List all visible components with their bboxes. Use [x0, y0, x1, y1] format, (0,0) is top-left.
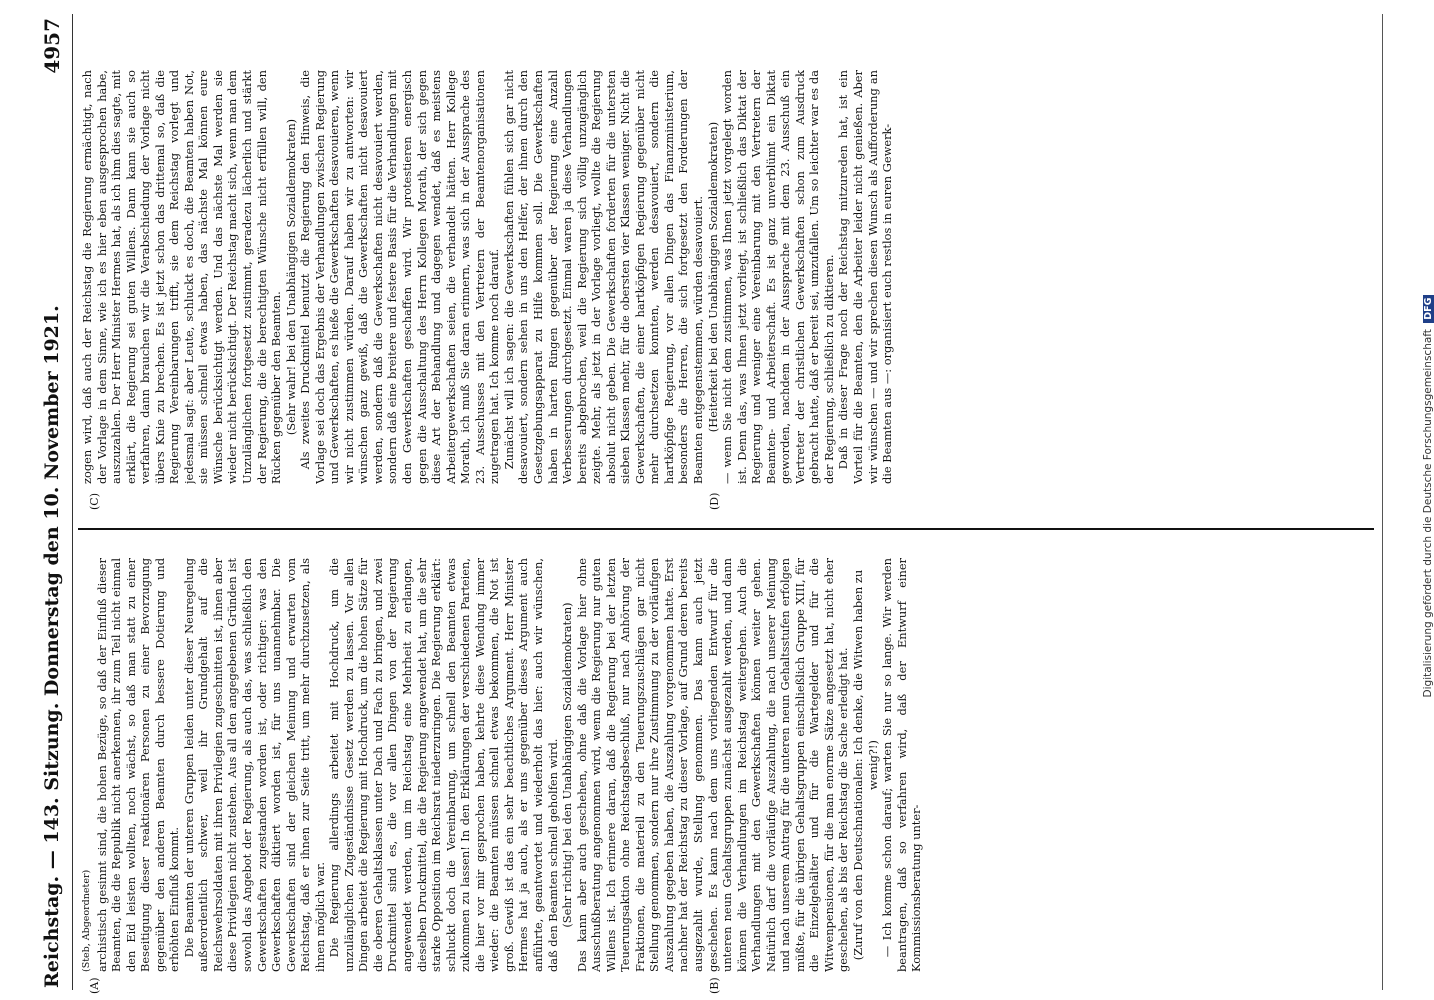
credit-text: Digitalisierung gefördert durch die Deutsche Forschungsgemeinschaft [1422, 329, 1434, 698]
interjection: (Heiterkeit bei den Unabhängigen Sozialdemokraten) [705, 121, 720, 433]
column-divider [78, 528, 1374, 530]
margin-letter-a: (A) [88, 977, 101, 994]
paragraph: archistisch gesinnt sind, die hohen Bezüge, so daß der Einfluß dieser Beamten, die die Republik nicht anerkennen, ihr zum Teil nicht einmal den Eid leisten wollten, noch wächst, so daß man statt zu einer Beseitigung dieser reaktionären Personen zu einer Bevorzugung gegenüber den anderen Beamten durch bessere Dotierung und erhöhten Einfluß kommt. [94, 558, 182, 972]
margin-letter-c: (C) [88, 493, 101, 510]
page-number: 4957 [40, 18, 64, 74]
paragraph: — Ich komme schon darauf; warten Sie nur so lange. Wir werden beantragen, daß so verfahren wird, daß der Entwurf einer Kommissionsberatung unter- [880, 558, 924, 972]
page-header [36, 18, 68, 988]
right-column [80, 70, 1380, 484]
margin-letter-b: (B) [708, 977, 721, 994]
paragraph: Zunächst will ich sagen: die Gewerkschaften fühlen sich gar nicht desavouiert, sondern sehen in uns den Helfer, der ihnen durch den Gesetzgebungsapparat zu Hilfe kommen soll. Die Gewerkschaften haben in harten Ringen gegenüber der Regierung eine Anzahl Verbesserungen durchgesetzt. Einmal waren ja diese Verhandlungen bereits abgebrochen, weil die Regierung sich völlig unzugänglich zeigte. Mehr, als jetzt in der Vorlage vorliegt, wollte die Regierung absolut nicht geben. Die Gewerkschaften forderten für die untersten sieben Klassen mehr, für die obersten vier Klassen weniger. Nicht die Gewerkschaften, die einer hartköpfigen Regierung gegenüber nicht mehr durchsetzen konnten, werden desavouiert, sondern die hartköpfige Regierung, vor allen Dingen das Finanzministerium, besonders die Herren, die sich fortgesetzt den Forderungen der Beamten entgegenstemmen, würden desavouiert. [501, 70, 705, 484]
header-rule [72, 14, 73, 990]
paragraph: Als zweites Druckmittel benutzt die Regierung den Hinweis, die Vorlage sei doch das Ergebnis der Verhandlungen zwischen Regierung und Gewerkschaften, es hieße die Gewerkschaften desavouieren, wenn wir nicht zustimmen würden. Darauf haben wir zu antworten: wir wünschen ganz gewiß, daß die Gewerkschaften nicht desavouiert werden, sondern daß die Gewerkschaften nicht desavouiert werden, sondern daß eine breitere und festere Basis für die Verhandlungen mit den Gewerkschaften geschaffen wird. Wir protestieren energisch gegen die Ausschaltung des Herrn Kollegen Morath, der sich gegen diese Art der Behandlung und dagegen wendet, daß es meistens Arbeitergewerkschaften seien, die verhandelt hätten. Herr Kollege Morath, ich muß Sie daran erinnern, was sich in der Aussprache des 23. Ausschusses mit den Vertretern der Beamtenorganisationen zugetragen hat. Ich komme noch darauf. [298, 70, 502, 484]
running-head: Reichstag. — 143. Sitzung. Donnerstag den 10. November 1921. [41, 305, 63, 988]
paragraph: — wenn Sie nicht dem zustimmen, was Ihnen jetzt vorgelegt worden ist. Denn das, was Ihnen jetzt vorliegt, ist schließlich das Diktat der Regierung und weniger eine Vereinbarung mit den Vertretern der Beamten- und Arbeiterschaft. Es ist ganz unverblümt ein Diktat geworden, nachdem in der Aussprache mit dem 23. Ausschuß ein Vertreter der christlichen Gewerkschaften schon zum Ausdruck gebracht hatte, daß er bereit sei, umzufallen. Um so leichter war es da der Regierung, schließlich zu diktieren. [720, 70, 836, 484]
paragraph: Die Beamten der unteren Gruppen leiden unter dieser Neuregelung außerordentlich schwer, weil ihr Grundgehalt auf die Reichswehrsoldaten mit ihren Privilegien zugeschnitten ist, ihnen aber diese Privilegien nicht zustehen. Aus all den angegebenen Gründen ist sowohl das Angebot der Regierung, als auch das, was schließlich den Gewerkschaften zugestanden worden ist, oder richtiger: was den Gewerkschaften diktiert worden ist, für uns unannehmbar. Die Gewerkschaften sind der gleichen Meinung und erwarten vom Reichstag, daß er ihnen zur Seite tritt, um mehr durchzusetzen, als ihnen möglich war. [181, 558, 327, 972]
paragraph: zogen wird, daß auch der Reichstag die Regierung ermächtigt, nach der Vorlage in dem Sinne, wie ich es hier eben ausgesprochen habe, auszuzahlen. Der Herr Minister Hermes hat, als ich ihm dies sagte, mit erklärt, die Regierung sei guten Willens. Dann kann sie auch so verfahren, dann brauchen wir die Verabschiedung der Vorlage nicht übers Knie zu brechen. Es ist jetzt schon das drittemal so, daß die Regierung Vereinbarungen trifft, sie dem Reichstag vorlegt und jedesmal sagt: aber Leute, schluckt es doch, die Beamten haben Not, sie müssen schnell etwas haben, das nächste Mal können eure Wünsche berücksichtigt werden. Und das nächste Mal werden sie wieder nicht berücksichtigt. Der Reichstag macht sich, wenn man dem Unzulänglichen fortgesetzt zustimmt, geradezu lächerlich und stärkt der Regierung, die die berechtigten Wünsche nicht erfüllen will, den Rücken gegenüber den Beamten. [80, 70, 284, 484]
margin-letter-d: (D) [708, 492, 721, 510]
speaker-tag: (Steb, Abgeordneter) [81, 869, 92, 972]
credit-text-wrap [1422, 6, 1434, 986]
interjection: (Sehr wahr! bei den Unabhängigen Sozialdemokraten) [283, 118, 298, 436]
dfg-logo-badge: DFG [1423, 295, 1434, 323]
left-column [80, 558, 1380, 972]
footer-rule [1382, 14, 1383, 990]
interjection: (Sehr richtig! bei den Unabhängigen Sozialdemokraten) [560, 602, 575, 928]
paragraph: Daß in dieser Frage noch der Reichstag mitzureden hat, ist ein Vorteil für die Beamten, den die Arbeiter leider nicht genießen. Aber wir wünschen — und wir sprechen diesen Wunsch als Aufforderung an die Beamten aus —: organisiert euch restlos in euren Gewerk- [836, 70, 895, 484]
paragraph: Das kann aber auch geschehen, ohne daß die Vorlage hier ohne Ausschußberatung angenommen wird, wenn die Regierung nur guten Willens ist. Ich erinnere daran, daß die Regierung bei der letzten Teuerungsaktion ohne Reichstagsbeschluß, nur nach Anhörung der Fraktionen, die materiell zu den Teuerungszuschlägen gar nicht Stellung genommen, sondern nur ihre Zustimmung zu der vorläufigen Auszahlung gegeben haben, die Auszahlung vorgenommen hatte. Erst nachher hat der Reichstag zu dieser Vorlage, auf Grund deren bereits ausgezahlt wurde, Stellung genommen. Das kann auch jetzt geschehen. Es kann nach dem uns vorliegenden Entwurf für die unteren neun Gehaltsgruppen zunächst ausgezahlt werden, und dann können die Verhandlungen im Reichstag weitergehen. Auch die Verhandlungen mit den Gewerkschaften können weiter gehen. Natürlich darf die vorläufige Auszahlung, die nach unserer Meinung und nach unserem Antrag für die unteren neun Gehaltsstufen erfolgen müßte, für die übrigen Gehaltsgruppen einschließlich Gruppe XIII, für die Einzelgehälter und für die Wartegelder und für die Witwenpensionen, für die man enorme Sätze angesetzt hat, nicht eher geschehen, als bis der Reichstag die Sache erledigt hat. [574, 558, 851, 972]
digitization-credit [1418, 0, 1434, 1000]
interjection: (Zuruf von den Deutschnationalen: Ich denke, die Witwen haben zu wenig?!) [850, 569, 880, 961]
paragraph: Die Regierung allerdings arbeitet mit Hochdruck, um die unzulänglichen Zugeständnisse Gesetz werden zu lassen. Vor allen Dingen arbeitet die Regierung mit Hochdruck, um die hohen Sätze für die oberen Gehaltsklassen unter Dach und Fach zu bringen, und zwei Druckmittel sind es, die vor allen Dingen von der Regierung angewendet werden, um im Reichstag eine Mehrheit zu erlangen, dieselben Druckmittel, die die Regierung angewendet hat, um die sehr starke Opposition im Reichsrat niederzuringen. Die Regierung erklärt: schluckt doch die Vereinbarung, um schnell den Beamten etwas zukommen zu lassen! In den Erklärungen der verschiedenen Parteien, die hier vor mir gesprochen haben, kehrte diese Wendung immer wieder: die Beamten müssen schnell etwas bekommen, die Not ist groß. Gewiß ist das ein sehr beachtliches Argument. Herr Minister Hermes hat ja auch, als er uns gegenüber dieses Argument auch anführte, geantwortet und wiederholt das hier: auch wir wünschen, daß den Beamten schnell geholfen wird. [327, 558, 560, 972]
